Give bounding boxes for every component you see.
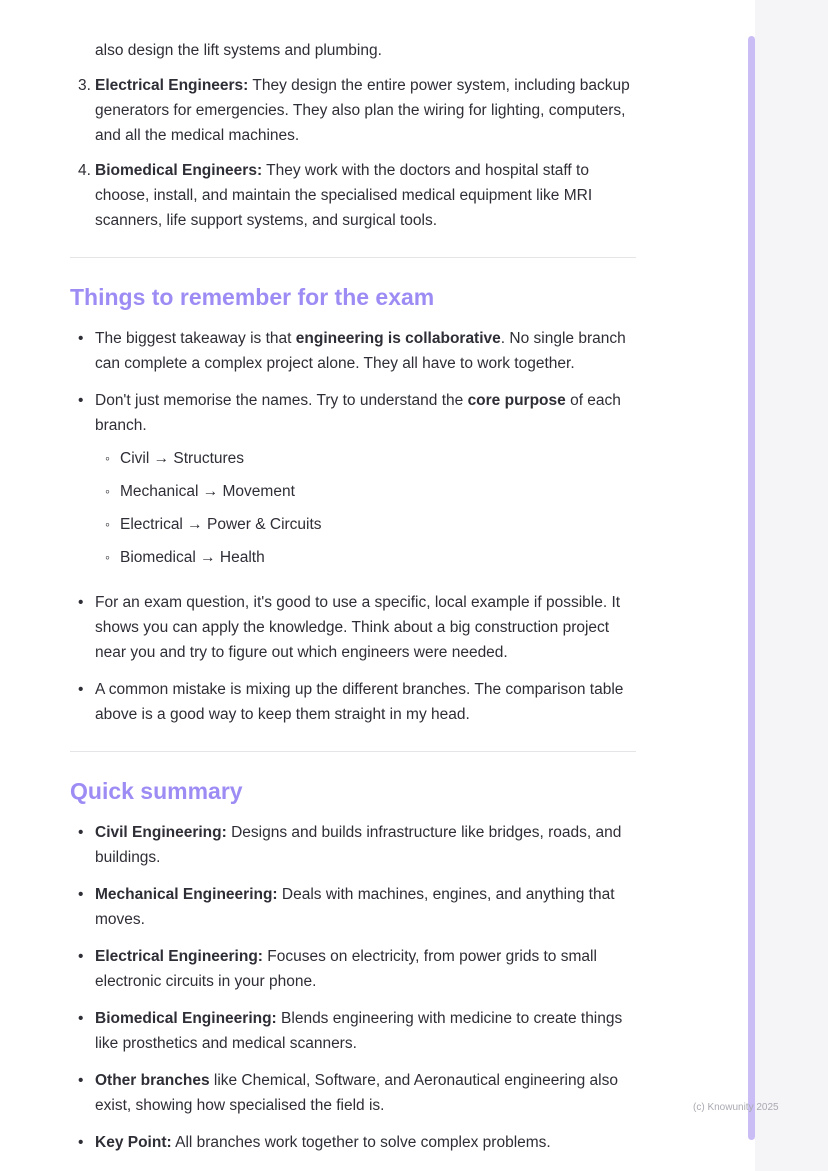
circle-marker xyxy=(105,446,120,471)
text-segment: Designs and builds infrastructure like bridges, roads, and buildings. xyxy=(95,824,622,866)
bullet-list-item xyxy=(70,1130,636,1155)
text-segment: Blends engineering with medicine to create things like prosthetics and medical scanners. xyxy=(95,1010,623,1052)
bullet-marker xyxy=(70,820,95,845)
section-divider xyxy=(70,257,636,258)
list-item-text xyxy=(95,1130,636,1155)
text-segment: A common mistake is mixing up the different branches. The comparison table above is a good way to keep them straight in my head. xyxy=(95,681,624,723)
exam-tips-list xyxy=(70,326,636,727)
bullet-marker xyxy=(70,1006,95,1031)
bullet-list-item xyxy=(70,677,636,727)
text-segment: The biggest takeaway is that xyxy=(95,330,296,347)
list-item-text xyxy=(95,944,636,994)
sub-list-item xyxy=(105,479,636,504)
section-heading-exam-tips: Things to remember for the exam xyxy=(70,284,435,310)
circle-marker xyxy=(105,479,120,504)
bullet-marker xyxy=(70,1068,95,1093)
sub-list-item-text: Biomedical → Health xyxy=(120,549,265,566)
text-segment: They work with the doctors and hospital staff to choose, install, and maintain the specialised medical equipment like MRI scanners, life support systems, and surgical tools. xyxy=(95,162,593,229)
bold-text-segment: Electrical Engineers: xyxy=(95,77,249,94)
bold-text-segment: Biomedical Engineering: xyxy=(95,1010,277,1027)
bullet-marker xyxy=(70,944,95,969)
bullet-marker xyxy=(70,1130,95,1155)
watermark: (c) Knowunity 2025 xyxy=(693,1102,779,1113)
text-segment: They design the entire power system, including backup generators for emergencies. They also plan the wiring for lighting, computers, and all the medical machines. xyxy=(95,77,630,144)
bullet-list-item xyxy=(70,1006,636,1056)
document-content xyxy=(70,38,636,1167)
bold-text-segment: Key Point: xyxy=(95,1134,172,1151)
bullet-marker xyxy=(70,388,95,413)
sub-list-item-text: Civil → Structures xyxy=(120,450,245,467)
bullet-list-item xyxy=(70,326,636,376)
bullet-marker xyxy=(70,882,95,907)
bullet-marker xyxy=(70,677,95,702)
circle-marker xyxy=(105,545,120,570)
bullet-marker xyxy=(70,590,95,615)
text-segment: . No single branch can complete a complex project alone. They all have to work together. xyxy=(95,330,626,372)
bold-text-segment: engineering is collaborative xyxy=(295,330,501,347)
list-item-text xyxy=(120,479,636,504)
sub-list-item-text: Mechanical → Movement xyxy=(120,483,295,500)
bold-text-segment: Other branches xyxy=(95,1072,210,1089)
list-item-text xyxy=(95,882,636,932)
text-segment: Don't just memorise the names. Try to understand the xyxy=(95,392,468,409)
sub-list-item-text: Electrical → Power & Circuits xyxy=(120,516,322,533)
bullet-marker xyxy=(70,326,95,351)
numbered-list-item xyxy=(70,73,636,148)
bullet-list-item xyxy=(70,882,636,932)
text-segment: For an exam question, it's good to use a specific, local example if possible. It shows you can apply the knowledge. Think about a big construction project near you and try to figure out which engineers were needed. xyxy=(95,594,621,661)
circle-marker xyxy=(105,512,120,537)
bold-text-segment: Biomedical Engineers: xyxy=(95,162,263,179)
bullet-list-item xyxy=(70,944,636,994)
sub-list-item xyxy=(105,545,636,570)
text-segment: Deals with machines, engines, and anything that moves. xyxy=(95,886,615,928)
bullet-list-item xyxy=(70,1068,636,1118)
bullet-list-item xyxy=(70,590,636,665)
section-heading-quick-summary: Quick summary xyxy=(70,778,243,804)
bold-text-segment: Civil Engineering: xyxy=(95,824,227,841)
list-item-text xyxy=(120,446,636,471)
text-segment: like Chemical, Software, and Aeronautical engineering also exist, showing how specialised the field is. xyxy=(95,1072,618,1114)
page-right-gutter xyxy=(755,0,828,1171)
numbered-list-item xyxy=(70,158,636,233)
list-number-marker: 3. xyxy=(78,77,91,94)
scrollbar-thumb[interactable] xyxy=(748,36,755,1140)
list-item-text xyxy=(95,158,636,233)
bullet-list-item xyxy=(70,820,636,870)
text-segment: Focuses on electricity, from power grids to small electronic circuits in your phone. xyxy=(95,948,597,990)
sub-list-item xyxy=(105,512,636,537)
list-item-text xyxy=(120,512,636,537)
paragraph-continuation: also design the lift systems and plumbing. xyxy=(95,42,382,59)
list-item-text xyxy=(95,73,636,148)
list-item-text xyxy=(95,590,636,665)
list-number-marker: 4. xyxy=(78,162,91,179)
list-item-text xyxy=(95,1006,636,1056)
sub-list-item xyxy=(105,446,636,471)
bold-text-segment: core purpose xyxy=(467,392,566,409)
section-divider xyxy=(70,751,636,752)
bullet-list-item xyxy=(70,388,636,578)
quick-summary-list xyxy=(70,820,636,1155)
list-item-text xyxy=(120,545,636,570)
text-segment: All branches work together to solve complex problems. xyxy=(171,1134,551,1151)
list-item-text xyxy=(95,820,636,870)
bold-text-segment: Electrical Engineering: xyxy=(95,948,263,965)
list-item-text xyxy=(95,326,636,376)
list-item-text xyxy=(95,1068,636,1118)
bold-text-segment: Mechanical Engineering: xyxy=(95,886,278,903)
sub-list xyxy=(105,446,636,570)
list-item-text xyxy=(95,677,636,727)
numbered-list xyxy=(70,73,636,233)
list-item-text xyxy=(95,388,636,578)
text-segment: of each branch. xyxy=(95,392,621,434)
